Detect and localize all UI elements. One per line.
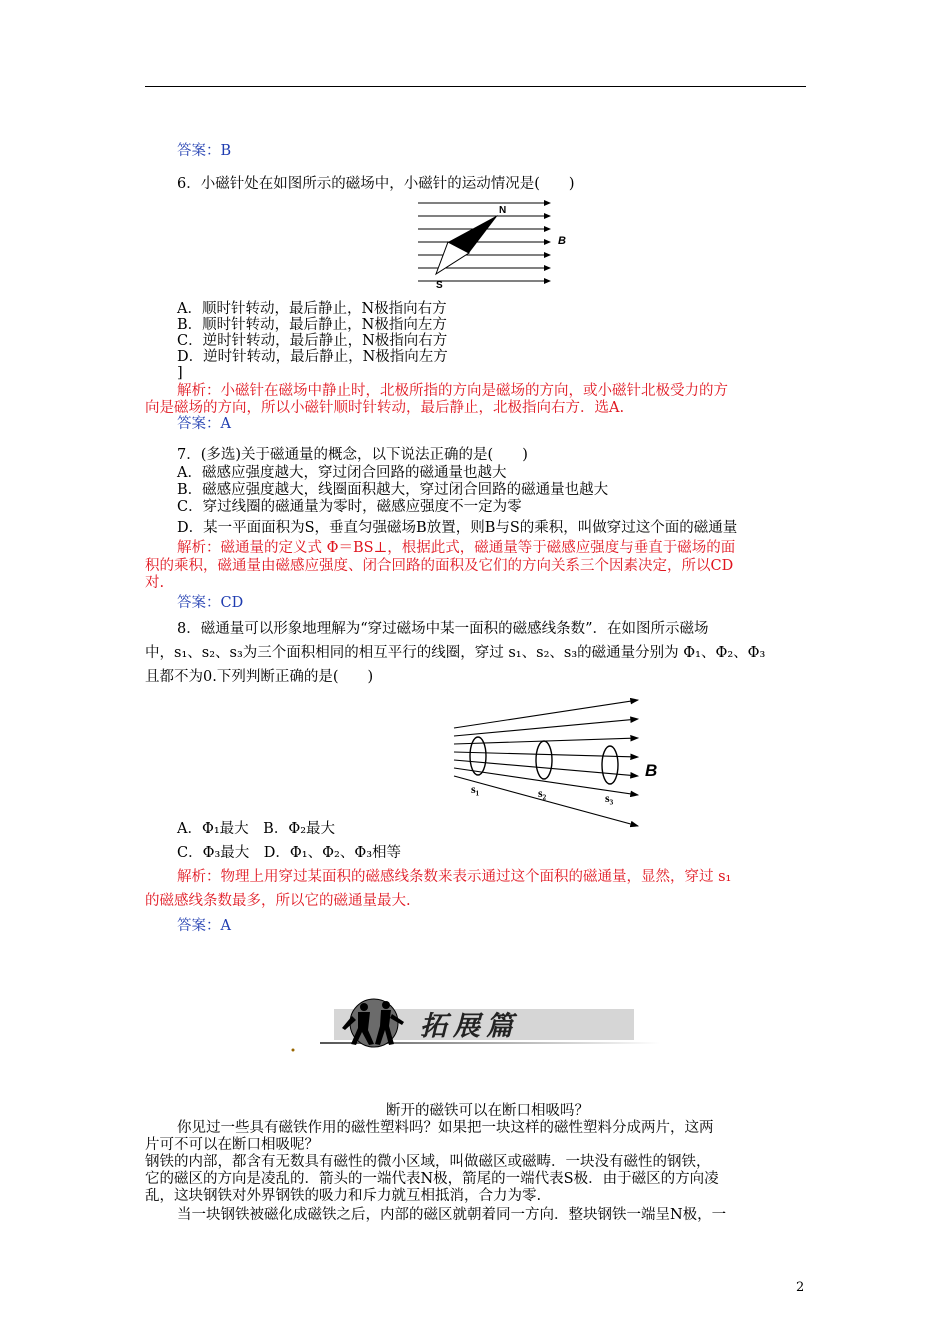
q6-stem: 6．小磁针处在如图所示的磁场中，小磁针的运动情况是( ) xyxy=(177,176,575,192)
q7-stem: 7．(多选)关于磁通量的概念，以下说法正确的是( ) xyxy=(177,447,528,463)
header-rule xyxy=(145,86,806,87)
reading-p2-line3: 乱，这块钢铁对外界钢铁的吸力和斥力就互相抵消，合力为零. xyxy=(145,1188,542,1204)
decorative-dot xyxy=(292,1049,295,1052)
label-b: B xyxy=(645,761,658,780)
q6-option-c: C．逆时针转动，最后静止，N极指向右方 xyxy=(177,333,448,349)
q8-analysis-line1: 解析：物理上用穿过某面积的磁感线条数来表示通过这个面积的磁通量，显然，穿过 s₁ xyxy=(177,869,732,885)
label-s1: s₁ xyxy=(471,782,480,796)
flux-field-lines xyxy=(454,700,638,826)
reading-title: 断开的磁铁可以在断口相吸吗？ xyxy=(386,1103,589,1119)
q6-stray-bracket: ] xyxy=(177,365,183,381)
reading-p2-line1: 钢铁的内部，都含有无数具有磁性的微小区域，叫做磁区或磁畴．一块没有磁性的钢铁， xyxy=(145,1154,711,1170)
answer-5: 答案：B xyxy=(177,143,232,159)
field-line xyxy=(454,719,638,736)
q6-analysis-line2: 向是磁场的方向，所以小磁针顺时针转动，最后静止，北极指向右方．选A. xyxy=(145,400,625,416)
label-s3: s₃ xyxy=(605,791,614,805)
field-line xyxy=(454,752,638,757)
q8-options-line1: A．Φ₁最大 B．Φ₂最大 xyxy=(177,821,336,837)
coil-s2 xyxy=(536,741,552,779)
q8-stem-line3: 且都不为0.下列判断正确的是( ) xyxy=(145,669,374,685)
q6-option-b: B．顺时针转动，最后静止，N极指向左方 xyxy=(177,317,447,333)
q8-stem-line2: 中，s₁、s₂、s₃为三个面积相同的相互平行的线圈，穿过 s₁、s₂、s₃的磁通量分别为 Φ₁、Φ₂、Φ₃ xyxy=(145,645,766,661)
q6-option-d: D．逆时针转动，最后静止，N极指向左方 xyxy=(177,349,448,365)
q7-option-d: D．某一平面面积为S，垂直匀强磁场B放置，则B与S的乘积，叫做穿过这个面的磁通量 xyxy=(177,520,738,536)
q8-flux-figure xyxy=(452,690,662,830)
q6-compass-figure xyxy=(412,196,587,294)
q8-stem-line1: 8．磁通量可以形象地理解为“穿过磁场中某一面积的磁感线条数”．在如图所示磁场 xyxy=(177,621,709,637)
reading-p3-line1: 当一块钢铁被磁化成磁铁之后，内部的磁区就朝着同一方向．整块钢铁一端呈N极，一 xyxy=(177,1207,727,1223)
q7-option-b: B．磁感应强度越大，线圈面积越大，穿过闭合回路的磁通量也越大 xyxy=(177,482,609,498)
label-s2: s₂ xyxy=(538,786,547,800)
q7-option-c: C．穿过线圈的磁通量为零时，磁感应强度不一定为零 xyxy=(177,499,522,515)
reading-p1-line1: 你见过一些具有磁铁作用的磁性塑料吗？如果把一块这样的磁性塑料分成两片，这两 xyxy=(177,1120,714,1136)
label-n: N xyxy=(499,205,507,216)
reading-p2-line2: 它的磁区的方向是凌乱的．箭头的一端代表N极，箭尾的一端代表S极．由于磁区的方向凌 xyxy=(145,1171,719,1187)
q7-answer: 答案：CD xyxy=(177,595,244,611)
banner-title: 拓展篇 xyxy=(420,1011,519,1042)
q8-analysis-line2: 的磁感线条数最多，所以它的磁通量最大. xyxy=(145,893,411,909)
q7-option-a: A．磁感应强度越大，穿过闭合回路的磁通量也越大 xyxy=(177,465,507,481)
label-b: B xyxy=(558,235,566,247)
q8-answer: 答案：A xyxy=(177,918,231,934)
q7-analysis-line2: 积的乘积，磁通量由磁感应强度、闭合回路的面积及它们的方向关系三个因素决定，所以CD xyxy=(145,558,734,574)
q7-analysis-line3: 对. xyxy=(145,575,165,591)
q8-options-line2: C．Φ₃最大 D．Φ₁、Φ₂、Φ₃相等 xyxy=(177,845,402,861)
reading-p1-line2: 片可不可以在断口相吸呢？ xyxy=(145,1137,319,1153)
q6-analysis-line1: 解析：小磁针在磁场中静止时，北极所指的方向是磁场的方向，或小磁针北极受力的方 xyxy=(177,383,728,399)
page-number: 2 xyxy=(796,1280,805,1295)
q7-analysis-line1: 解析：磁通量的定义式 Φ＝BS⊥，根据此式，磁通量等于磁感应强度与垂直于磁场的面 xyxy=(177,540,736,556)
extension-banner xyxy=(290,990,680,1062)
coil-s3 xyxy=(602,746,618,784)
label-s: S xyxy=(436,280,443,291)
field-line xyxy=(454,700,638,728)
q6-answer: 答案：A xyxy=(177,416,231,432)
q6-option-a: A．顺时针转动，最后静止，N极指向右方 xyxy=(177,301,447,317)
